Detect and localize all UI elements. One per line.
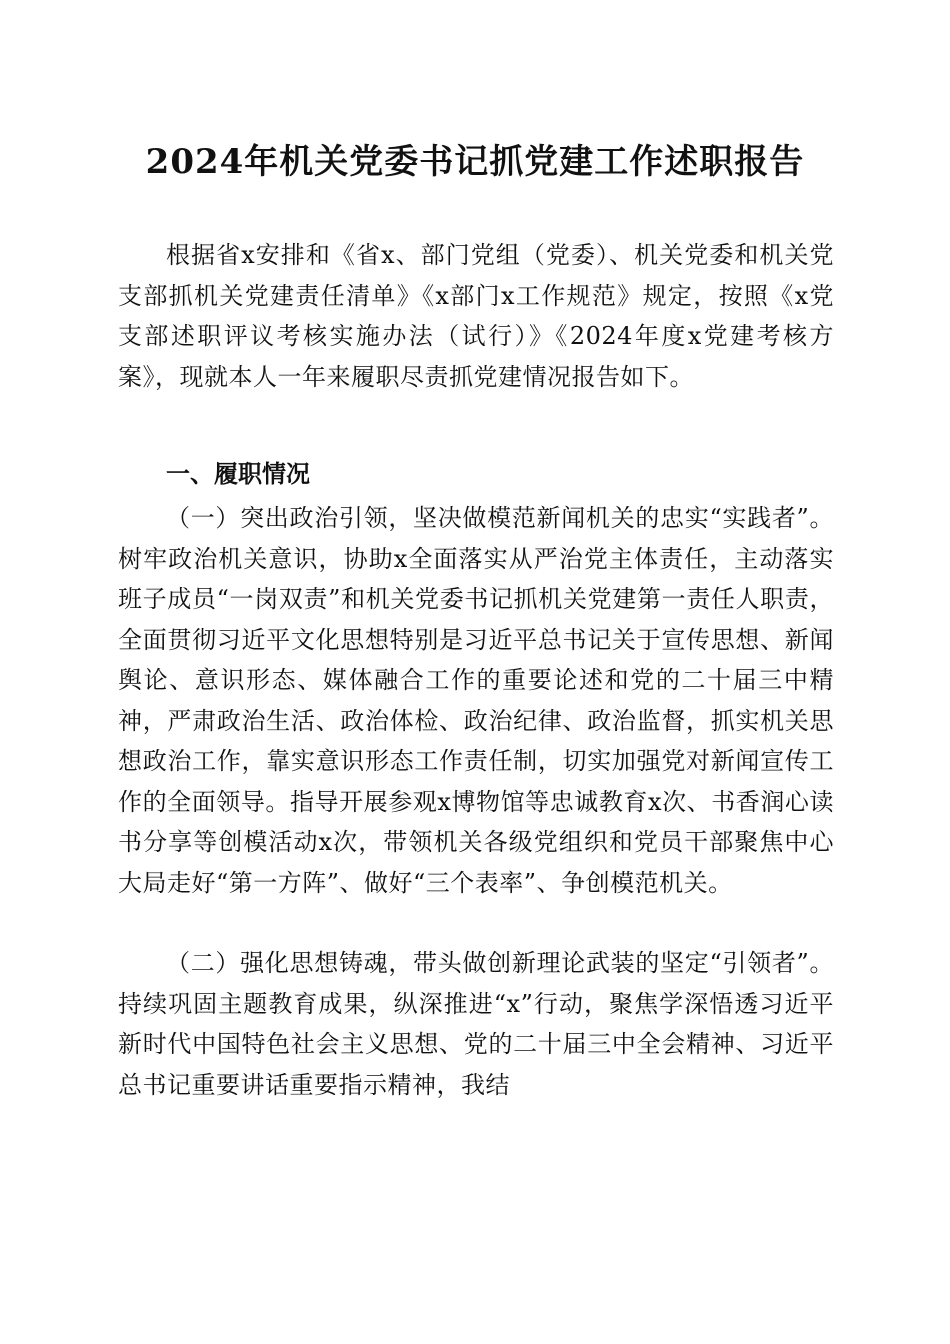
- intro-paragraph: 根据省x安排和《省x、部门党组（党委）、机关党委和机关党支部抓机关党建责任清单》《x部门x工作规范》规定，按照《x党支部述职评议考核实施办法（试行）》《2024年度x党建考核方案》，现就本人一年来履职尽责抓党建情况报告如下。: [118, 241, 834, 391]
- paragraph-political-leadership: （一）突出政治引领，坚决做模范新闻机关的忠实“实践者”。树牢政治机关意识，协助x全面落实从严治党主体责任，主动落实班子成员“一岗双责”和机关党委书记抓机关党建第一责任人职责，全面贯彻习近平文化思想特别是习近平总书记关于宣传思想、新闻舆论、意识形态、媒体融合工作的重要论述和党的二十届三中精神，严肃政治生活、政治体检、政治纪律、政治监督，抓实机关思想政治工作，靠实意识形态工作责任制，切实加强党对新闻宣传工作的全面领导。指导开展参观x博物馆等忠诚教育x次、书香润心读书分享等创模活动x次，带领机关各级党组织和党员干部聚焦中心大局走好“第一方阵”、做好“三个表率”、争创模范机关。: [118, 504, 834, 897]
- document-title: 2024年机关党委书记抓党建工作述职报告: [145, 142, 805, 182]
- paragraph-ideological-guidance: （二）强化思想铸魂，带头做创新理论武装的坚定“引领者”。持续巩固主题教育成果，纵深推进“x”行动，聚焦学深悟透习近平新时代中国特色社会主义思想、党的二十届三中全会精神、习近平总书记重要讲话重要指示精神，我结: [118, 949, 834, 1099]
- section-heading-performance: 一、履职情况: [166, 459, 310, 488]
